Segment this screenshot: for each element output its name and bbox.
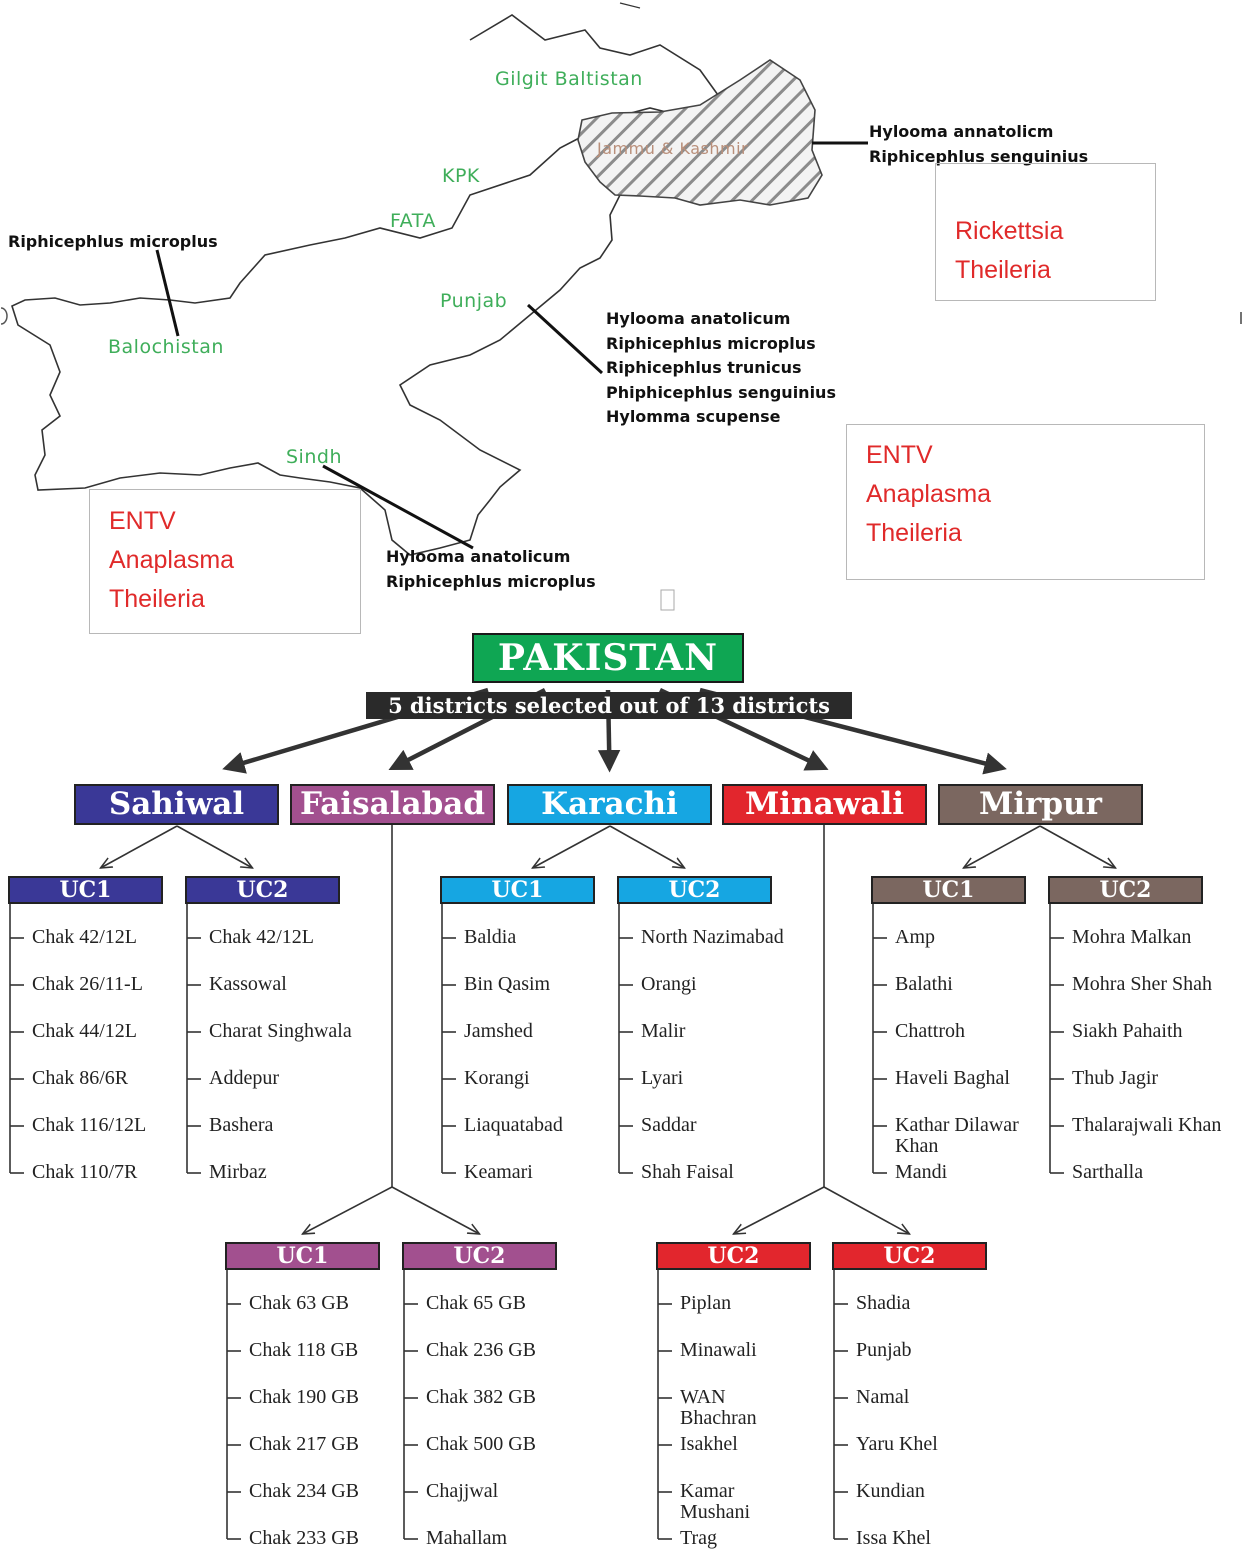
location-item: Shadia xyxy=(856,1292,911,1314)
location-item: Jamshed xyxy=(464,1020,533,1042)
uc-box-mirpur-1: UC1 xyxy=(871,876,1026,904)
location-item: Chak 65 GB xyxy=(426,1292,526,1314)
location-item: Baldia xyxy=(464,926,517,948)
location-item: Chajjwal xyxy=(426,1480,499,1502)
uc-arrow xyxy=(824,1187,910,1234)
location-item: Chak 118 GB xyxy=(249,1339,359,1361)
location-item: Thalarajwali Khan xyxy=(1072,1114,1222,1136)
location-item: Chak 86/6R xyxy=(32,1067,129,1089)
location-item: Mandi xyxy=(895,1161,948,1183)
region-label-fata: FATA xyxy=(390,210,436,232)
uc-box-karachi-1: UC1 xyxy=(440,876,595,904)
location-item: Addepur xyxy=(209,1067,279,1089)
pathogen-name: Theileria xyxy=(955,256,1051,284)
location-item: Chak 63 GB xyxy=(249,1292,349,1314)
location-item: Punjab xyxy=(856,1339,912,1361)
location-item: Balathi xyxy=(895,973,953,995)
location-item: Shah Faisal xyxy=(641,1161,734,1183)
location-item: Kundian xyxy=(856,1480,925,1502)
uc-box-sahiwal-2: UC2 xyxy=(185,876,340,904)
species-name: Hylooma anatolicum xyxy=(606,309,791,328)
location-item: Kathar Dilawar Khan xyxy=(895,1114,1019,1157)
location-item: Chak 234 GB xyxy=(249,1480,359,1502)
species-name: Riphicephlus microplus xyxy=(8,232,218,251)
location-item: Bin Qasim xyxy=(464,973,551,995)
location-item: Minawali xyxy=(680,1339,757,1361)
location-item: Mohra Sher Shah xyxy=(1072,973,1212,995)
location-item: Kassowal xyxy=(209,973,287,995)
location-item: Chak 382 GB xyxy=(426,1386,536,1408)
location-item: Chak 190 GB xyxy=(249,1386,359,1408)
location-item: Kamar Mushani xyxy=(680,1480,750,1523)
species-name: Hylooma anatolicum xyxy=(386,547,571,566)
uc-box-karachi-2: UC2 xyxy=(617,876,772,904)
uc-arrow xyxy=(964,826,1041,868)
pathogen-name: ENTV xyxy=(109,507,176,535)
location-item: Mahallam xyxy=(426,1527,508,1549)
location-item: Piplan xyxy=(680,1292,732,1314)
location-item: Sarthalla xyxy=(1072,1161,1144,1183)
species-name: Hylomma scupense xyxy=(606,407,781,426)
location-item: Chak 236 GB xyxy=(426,1339,536,1361)
district-box-faisalabad: Faisalabad xyxy=(290,784,495,825)
location-item: Namal xyxy=(856,1386,910,1408)
uc-box-mirpur-2: UC2 xyxy=(1048,876,1203,904)
location-item: Chak 26/11-L xyxy=(32,973,143,995)
location-item: Yaru Khel xyxy=(856,1433,938,1455)
uc-arrow xyxy=(1040,826,1116,868)
uc-arrow xyxy=(177,826,253,868)
district-box-mirpur: Mirpur xyxy=(938,784,1143,825)
uc-arrow xyxy=(734,1187,825,1234)
location-item: Chak 233 GB xyxy=(249,1527,359,1549)
pathogen-name: ENTV xyxy=(866,441,933,469)
location-item: Charat Singhwala xyxy=(209,1020,352,1042)
pathogen-name: Rickettsia xyxy=(955,217,1064,245)
location-item: Chak 110/7R xyxy=(32,1161,138,1183)
species-name: Hylooma annatolicm xyxy=(869,122,1054,141)
pathogen-name: Anaplasma xyxy=(109,546,235,574)
location-item: Liaquatabad xyxy=(464,1114,563,1136)
region-label-sindh: Sindh xyxy=(286,446,342,468)
location-item: Keamari xyxy=(464,1161,533,1183)
pathogen-name: Anaplasma xyxy=(866,480,992,508)
uc-box-minawali-1: UC2 xyxy=(656,1242,811,1270)
pathogen-name: Theileria xyxy=(866,519,962,547)
uc-box-sahiwal-1: UC1 xyxy=(8,876,163,904)
country-box: PAKISTAN xyxy=(472,633,744,683)
location-item: Issa Khel xyxy=(856,1527,931,1549)
location-item: Chak 217 GB xyxy=(249,1433,359,1455)
location-item: Chak 42/12L xyxy=(209,926,314,948)
uc-arrow xyxy=(101,826,178,868)
pathogen-name: Theileria xyxy=(109,585,205,613)
district-box-karachi: Karachi xyxy=(507,784,712,825)
location-item: Saddar xyxy=(641,1114,697,1136)
location-item: Bashera xyxy=(209,1114,274,1136)
region-label-punjab: Punjab xyxy=(440,290,508,312)
location-item: Malir xyxy=(641,1020,686,1042)
location-item: Lyari xyxy=(641,1067,684,1089)
location-item: Amp xyxy=(895,926,935,948)
location-item: Korangi xyxy=(464,1067,530,1089)
region-label-gilgit: Gilgit Baltistan xyxy=(495,68,643,90)
uc-arrow xyxy=(392,1187,480,1234)
location-item: Chattroh xyxy=(895,1020,965,1042)
location-item: North Nazimabad xyxy=(641,926,784,948)
uc-box-faisalabad-1: UC1 xyxy=(225,1242,380,1270)
uc-arrow xyxy=(303,1187,393,1234)
selection-note: 5 districts selected out of 13 districts xyxy=(366,692,852,719)
district-box-minawali: Minawali xyxy=(722,784,927,825)
district-box-sahiwal: Sahiwal xyxy=(74,784,279,825)
region-label-balochistan: Balochistan xyxy=(108,336,224,358)
location-item: Chak 42/12L xyxy=(32,926,137,948)
species-name: Phiphicephlus senguinius xyxy=(606,382,836,402)
location-item: Isakhel xyxy=(680,1433,738,1455)
uc-box-faisalabad-2: UC2 xyxy=(402,1242,557,1270)
location-item: WAN Bhachran xyxy=(680,1386,757,1429)
species-name: Riphicephlus microplus xyxy=(386,571,596,591)
uc-arrow xyxy=(610,826,685,868)
location-item: Chak 500 GB xyxy=(426,1433,536,1455)
region-label-jammu-kashmir: Jammu & Kashmir xyxy=(597,139,749,158)
location-item: Chak 116/12L xyxy=(32,1114,147,1136)
location-item: Siakh Pahaith xyxy=(1072,1020,1183,1042)
location-item: Trag xyxy=(680,1527,718,1549)
location-item: Chak 44/12L xyxy=(32,1020,137,1042)
uc-box-minawali-2: UC2 xyxy=(832,1242,987,1270)
location-item: Thub Jagir xyxy=(1072,1067,1159,1089)
species-name: Riphicephlus microplus xyxy=(606,333,816,353)
location-item: Mirbaz xyxy=(209,1161,267,1183)
uc-arrow xyxy=(533,826,611,868)
region-label-kpk: KPK xyxy=(442,165,480,187)
species-name: Riphicephlus senguinius xyxy=(869,146,1089,166)
species-name: Riphicephlus trunicus xyxy=(606,358,802,377)
location-item: Mohra Malkan xyxy=(1072,926,1192,948)
location-item: Orangi xyxy=(641,973,697,995)
location-item: Haveli Baghal xyxy=(895,1067,1010,1089)
